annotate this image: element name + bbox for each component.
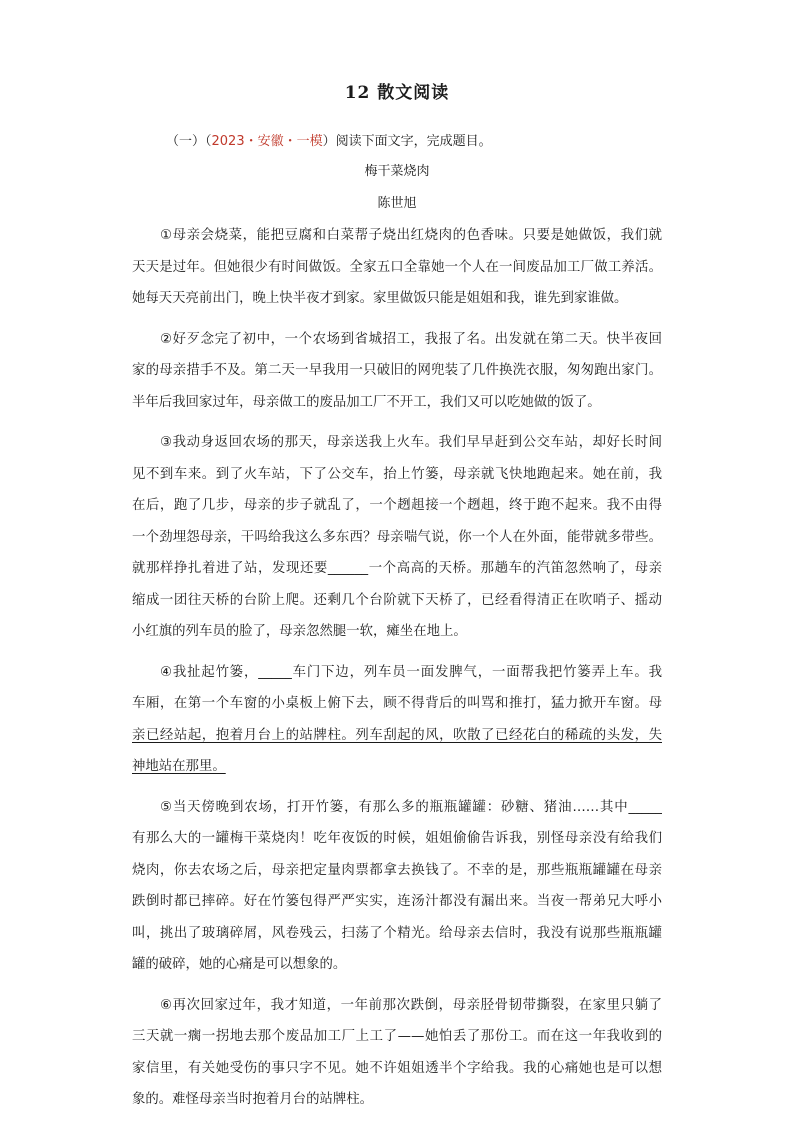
paragraph-6 [132, 990, 662, 1116]
text-line: 烧肉，你去农场之后，母亲把定量肉票都拿去换钱了。不幸的是，那些瓶瓶罐罐在母亲 [132, 862, 662, 878]
text-line: 小红旗的列车员的脸了，母亲忽然腿一软，瘫坐在地上。 [132, 624, 467, 639]
text-line: 就那样挣扎着进了站，发现还要______一个高高的天桥。那趟车的汽笛忽然响了，母亲 [132, 561, 662, 576]
intro-suffix: ）阅读下面文字，完成题目。 [322, 134, 492, 149]
text-line: 罐的破碎，她的心痛是可以想象的。 [132, 957, 347, 972]
underlined-line: 亲已经站起，抱着月台上的站牌柱。列车刮起的风，吹散了已经花白的稀疏的头发，失 [132, 727, 662, 743]
text-line: ②好歹念完了初中，一个农场到省城招工，我报了名。出发就在第二天。快半夜回 [160, 331, 662, 347]
text-line: ④我扯起竹篓，_____车门下边，列车员一面发脾气，一面帮我把竹篓弄上车。我 [160, 664, 662, 680]
paragraph-2 [132, 324, 662, 419]
paragraph-4 [132, 657, 662, 783]
paragraph-1 [132, 220, 662, 315]
article-title: 梅干菜烧肉 [364, 164, 430, 179]
text-line: 见不到车来。到了火车站，下了公交车，抬上竹篓，母亲就飞快地跑起来。她在前，我 [132, 466, 662, 482]
text-line: 家信里，有关她受伤的事只字不见。她不许姐姐透半个字给我。我的心痛她也是可以想 [132, 1060, 662, 1076]
text-line: 有那么大的一罐梅干菜烧肉！吃年夜饭的时候，姐姐偷偷告诉我，别怪母亲没有给我们 [132, 831, 662, 846]
intro-prefix: （一）（ [166, 134, 212, 149]
text-line: ①母亲会烧菜，能把豆腐和白菜帮子烧出红烧肉的色香味。只要是她做饭，我们就 [160, 228, 662, 243]
text-line: 她每天天亮前出门，晚上快半夜才到家。家里做饭只能是姐姐和我，谁先到家谁做。 [132, 291, 628, 306]
paragraph-3 [132, 427, 662, 648]
intro-source: 2023・安徽・一模 [211, 134, 323, 149]
text-line: 在后，跑了几步，母亲的步子就乱了，一个趔趄接一个趔趄，终于跑不起来。我不由得 [132, 498, 662, 513]
text-line: 家的母亲措手不及。第二天一早我用一只破旧的网兜装了几件换洗衣服，匆匆跑出家门。 [132, 363, 662, 378]
article-author: 陈世旭 [377, 196, 417, 211]
text-line: ⑥再次回家过年，我才知道，一年前那次跌倒，母亲胫骨韧带撕裂，在家里只躺了 [160, 997, 662, 1013]
text-line: 跌倒时都已摔碎。好在竹篓包得严严实实，连汤汁都没有漏出来。当夜一帮弟兄大呼小 [132, 894, 662, 909]
text-line: 叫，挑出了玻璃碎屑，风卷残云，扫荡了个精光。给母亲去信时，我没有说那些瓶瓶罐 [132, 925, 662, 941]
underlined-line: 神地站在那里。 [132, 759, 226, 774]
text-line: 半年后我回家过年，母亲做工的废品加工厂不开工，我们又可以吃她做的饭了。 [132, 394, 601, 410]
text-line: 象的。难怪母亲当时抱着月台的站牌柱。 [132, 1092, 374, 1107]
text-line: 三天就一瘸一拐地去那个废品加工厂上工了——她怕丢了那份工。而在这一年我收到的 [132, 1029, 662, 1044]
article-body [132, 220, 662, 1125]
text-line: ⑤当天傍晚到农场，打开竹篓，有那么多的瓶瓶罐罐：砂糖、猪油……其中_____ [160, 799, 662, 815]
text-line: ③我动身返回农场的那天，母亲送我上火车。我们早早赶到公交车站，却好长时间 [160, 435, 662, 450]
text-line: 缩成一团往天桥的台阶上爬。还剩几个台阶就下天桥了，已经看得清正在吹哨子、摇动 [132, 592, 662, 608]
page-title: 12 散文阅读 [344, 83, 450, 103]
text-line: 天天是过年。但她很少有时间做饭。全家五口全靠她一个人在一间废品加工厂做工养活。 [132, 259, 662, 275]
text-line: 车厢，在第一个车窗的小桌板上俯下去，顾不得背后的叫骂和推打，猛力掀开车窗。母 [132, 696, 662, 711]
paragraph-5 [132, 792, 662, 981]
question-intro [166, 130, 492, 149]
text-line: 一个劲埋怨母亲，干吗给我这么多东西？母亲喘气说，你一个人在外面，能带就多带些。 [132, 529, 662, 545]
